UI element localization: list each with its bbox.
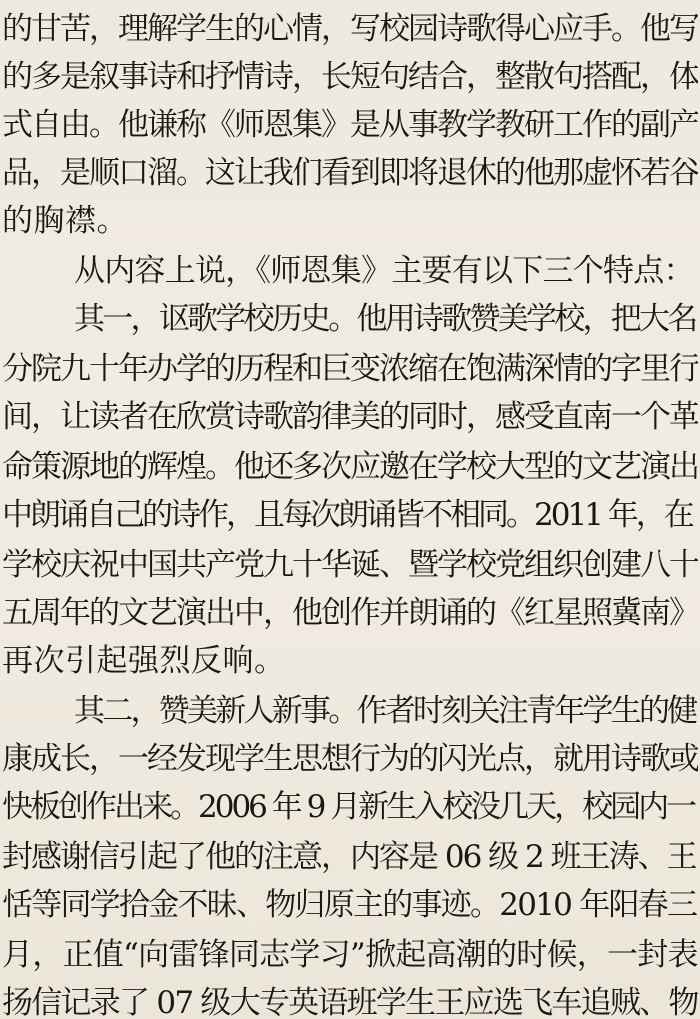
text-line: 间，让读者在欣赏诗歌韵律美的同时，感受直南一个革 bbox=[2, 399, 698, 435]
text-line: 的甘苦，理解学生的心情，写校园诗歌得心应手。他写 bbox=[2, 11, 698, 47]
text-line: 再次引起强烈反响。 bbox=[2, 643, 286, 679]
text-line: 扬信记录了 07 级大专英语班学生王应选飞车追贼、物 bbox=[2, 985, 698, 1019]
text-line: 式自由。他谦称《师恩集》是从事教学教研工作的副产 bbox=[2, 107, 698, 143]
text-line: 快板创作出来。2006 年 9 月新生入校没几天，校园内一 bbox=[2, 789, 695, 825]
text-line: 中朗诵自己的诗作，且每次朗诵皆不相同。2011 年，在 bbox=[2, 497, 692, 533]
text-line: 康成长，一经发现学生思想行为的闪光点，就用诗歌或 bbox=[2, 741, 698, 777]
paragraph-start-line: 从内容上说，《师恩集》主要有以下三个特点： bbox=[74, 253, 694, 289]
text-line: 恬等同学拾金不昧、物归原主的事迹。2010 年阳春三 bbox=[2, 887, 697, 923]
text-line: 品，是顺口溜。这让我们看到即将退休的他那虚怀若谷 bbox=[2, 155, 698, 191]
paragraph-start-line: 其一，讴歌学校历史。他用诗歌赞美学校，把大名 bbox=[74, 301, 696, 337]
text-line: 的胸襟。 bbox=[2, 203, 128, 239]
text-line: 学校庆祝中国共产党九十华诞、暨学校党组织创建八十 bbox=[2, 547, 698, 583]
text-line: 五周年的文艺演出中，他创作并朗诵的《红星照冀南》 bbox=[2, 595, 698, 631]
text-line: 月，正值“向雷锋同志学习”掀起高潮的时候，一封表 bbox=[2, 937, 698, 973]
text-line: 封感谢信引起了他的注意，内容是 06 级 2 班王涛、王 bbox=[2, 839, 696, 875]
text-line: 的多是叙事诗和抒情诗，长短句结合，整散句搭配，体 bbox=[2, 59, 698, 95]
paragraph-start-line: 其二，赞美新人新事。作者时刻关注青年学生的健 bbox=[74, 693, 696, 729]
text-line: 命策源地的辉煌。他还多次应邀在学校大型的文艺演出 bbox=[2, 449, 698, 485]
text-line: 分院九十年办学的历程和巨变浓缩在饱满深情的字里行 bbox=[2, 351, 698, 387]
